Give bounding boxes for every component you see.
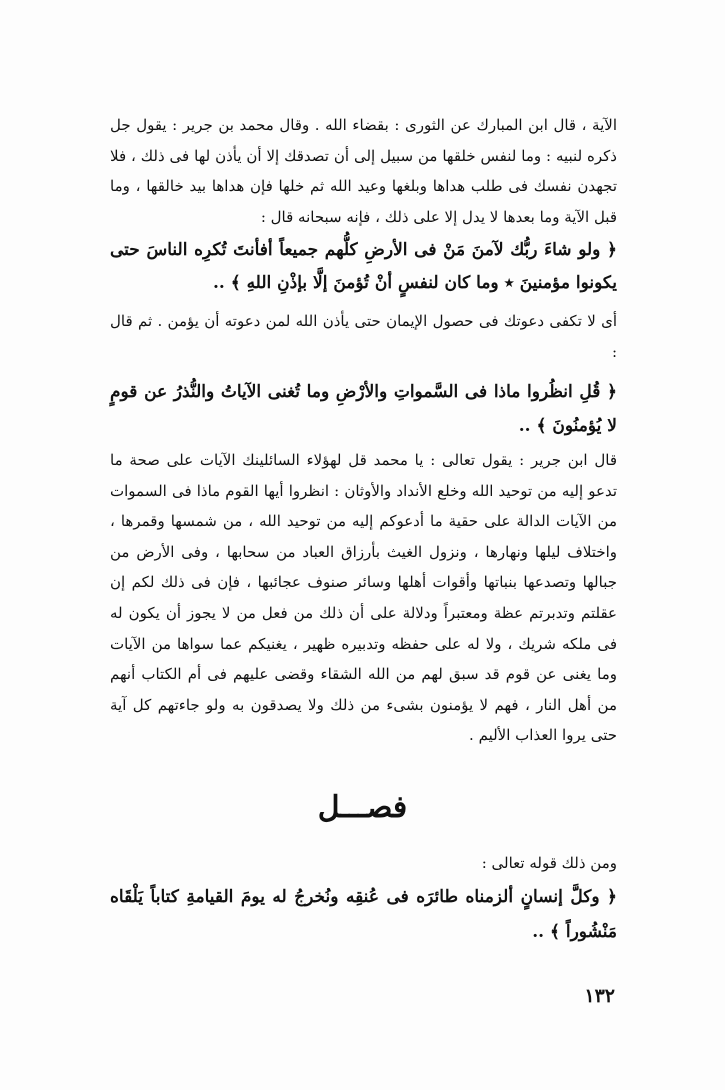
body-paragraph-3: قال ابن جرير : يقول تعالى : يا محمد قل لهؤلاء السائلينك الآيات على صحة ما تدعو إليه من توحيد الله وخلع الأنداد والأوثان : انظروا أيها القوم ماذا فى السموات من الآيات الدالة على حقية ما أدعوكم إليه من توحيد الله ، من شمسها وقمرها ، واختلاف ليلها ونهارها ، ونزول الغيث بأرزاق العباد من سحابها ، وفى الأرض من جبالها وتصدعها بنباتها وأقوات أهلها وسائر صنوف عجائبها ، فإن فى ذلك لكم إن عقلتم وتدبرتم عظة ومعتبراً ودلالة على أن ذلك من فعل من لا يجوز أن يكون له فى ملكه شريك ، ولا له على حفظه وتدبيره ظهير ، يغنيكم عما سواها من الآيات وما يغنى عن قوم قد سبق لهم من الله الشقاء وقضى عليهم فى أم الكتاب أنهم من أهل النار ، فهم لا يؤمنون بشىء من ذلك ولا يصدقون به ولو جاءتهم كل آية حتى يروا العذاب الأليم . bbox=[110, 451, 617, 745]
section-heading: فصـــل bbox=[317, 790, 408, 825]
body-paragraph-2: أى لا تكفى دعوتك فى حصول الإيمان حتى يأذن الله لمن دعوته أن يؤمن . ثم قال : bbox=[110, 312, 617, 361]
quran-verse-2: ﴿ قُلِ انظُروا ماذا فى السَّمواتِ والأرْضِ وما تُغنى الآياتُ والنُّذرُ عن قومٍ لا يُؤمنُونَ ﴾ .. bbox=[110, 382, 617, 436]
page-number: ١٣٢ bbox=[584, 985, 615, 1007]
body-paragraph-1: الآية ، قال ابن المبارك عن الثورى : بقضاء الله . وقال محمد بن جرير : يقول جل ذكره لنبيه : وما لنفس خلقها من سبيل إلى أن تصدقك إلا أن يأذن لها فى ذلك ، فلا تجهدن نفسك فى طلب هداها وبلغها وعيد الله ثم خلها فإن هداها بيد خالقها ، وما قبل الآية وما بعدها لا يدل إلا على ذلك ، فإنه سبحانه قال : bbox=[110, 116, 617, 226]
quran-verse-1: ﴿ ولو شاءَ ربُّك لآمنَ مَنْ فى الأرضِ كلُّهم جميعاً أفأنتَ تُكرِه الناسَ حتى يكونوا مؤمنينَ ٭ وما كان لنفسٍ أنْ تُؤمنَ إلَّا بإذْنِ اللهِ ﴾ .. bbox=[110, 240, 617, 293]
quran-verse-3: ﴿ وكلَّ إنسانٍ ألزمناه طائرَه فى عُنقِه ونُخرجُ له يومَ القيامةِ كتاباً يَلْقَاه مَنْشُوراً ﴾ .. bbox=[110, 887, 617, 942]
body-paragraph-4: ومن ذلك قوله تعالى : bbox=[481, 854, 617, 872]
